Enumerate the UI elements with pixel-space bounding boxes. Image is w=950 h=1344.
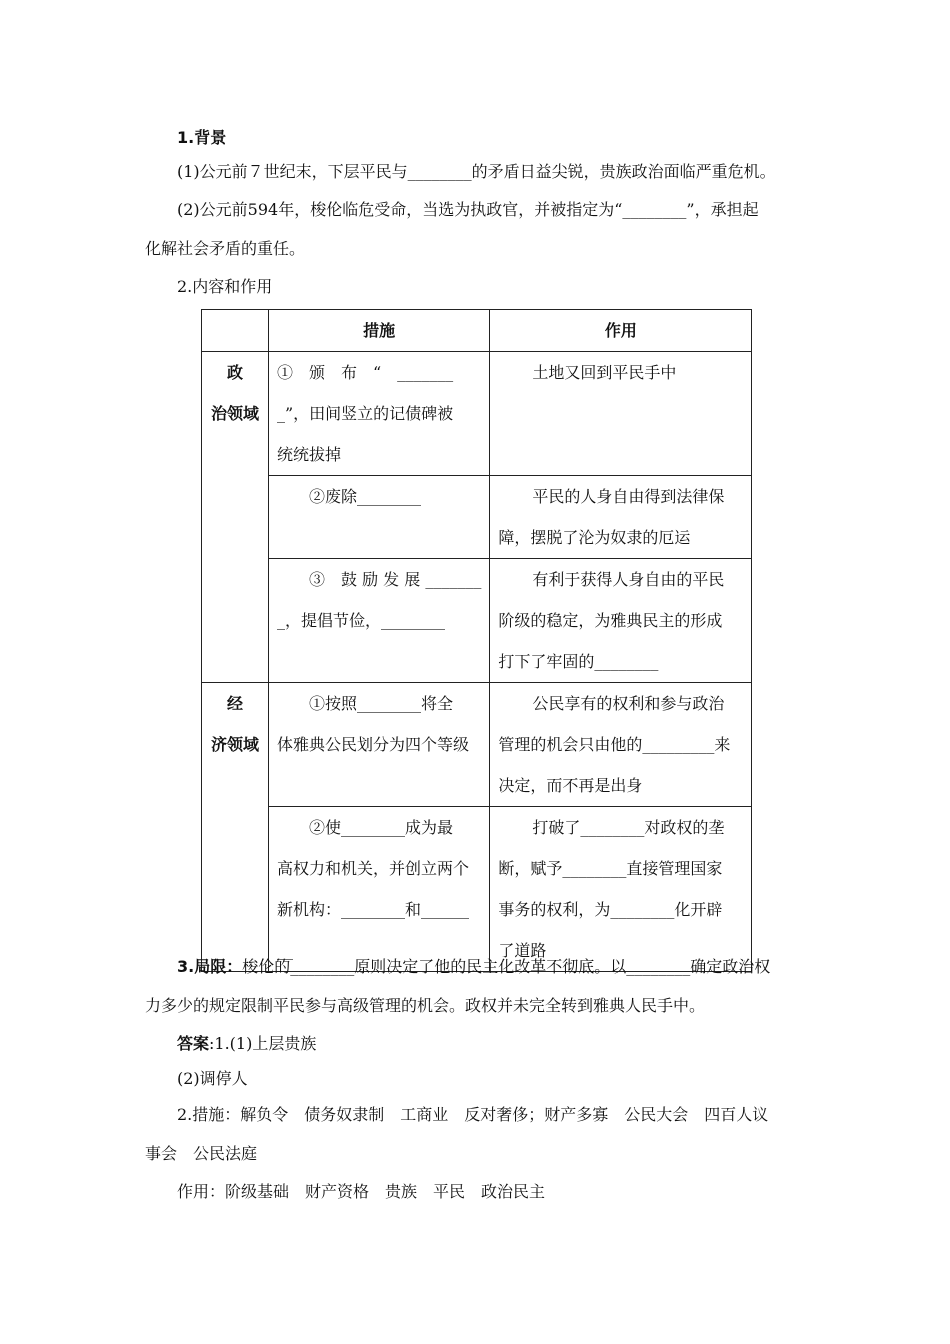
effect-cell — [490, 683, 752, 807]
effect-line: 平民的人身自由得到法律保 — [532, 487, 725, 506]
effect-line: 阶级的稳定，为雅典民主的形成 — [498, 611, 723, 630]
effect-line: 打下了牢固的________ — [498, 652, 659, 671]
measure-line: ①按照________将全 — [309, 694, 454, 713]
area-label-line: 政 — [226, 363, 243, 382]
background-heading: 1.背景 — [177, 128, 227, 147]
measure-line: _，提倡节俭，________ — [277, 611, 446, 630]
measure-cell — [269, 476, 490, 559]
measure-line: __ — [277, 941, 293, 960]
measure-line: 高权力和机关，并创立两个 — [277, 859, 470, 878]
measure-line: ① 颁 布 “ _______ — [277, 363, 454, 382]
measure-line: ②废除________ — [309, 487, 422, 506]
measure-cell — [269, 352, 490, 476]
measure-cell — [269, 807, 490, 972]
effect-cell — [490, 476, 752, 559]
limits-line-2: 力多少的规定限制平民参与高级管理的机会。政权并未完全转到雅典人民手中。 — [145, 996, 706, 1015]
table-row — [202, 352, 752, 476]
measure-line: 新机构：________和______ — [277, 900, 470, 919]
background-item-2-line-2: 化解社会矛盾的重任。 — [145, 239, 306, 258]
table-row — [202, 683, 752, 807]
table-header-corner — [202, 310, 269, 352]
table-row — [202, 807, 752, 972]
measure-line: ②使________成为最 — [309, 818, 454, 837]
measure-cell — [269, 559, 490, 683]
answers-label: 答案 — [177, 1034, 210, 1053]
limits-label: 3.局限： — [177, 957, 243, 976]
measure-line: _”，田间竖立的记债碑被 — [277, 404, 454, 423]
answers-line-1 — [177, 1033, 316, 1055]
area-label-line: 济领域 — [210, 735, 259, 754]
effect-line: 管理的机会只由他的_________来 — [498, 735, 731, 754]
effect-line: 障，摆脱了沦为奴隶的厄运 — [498, 528, 691, 547]
measure-line: 体雅典公民划分为四个等级 — [277, 735, 470, 754]
measure-line: ③ 鼓 励 发 展 _______ — [309, 570, 482, 589]
area-cell-economic — [202, 683, 269, 972]
area-cell-political — [202, 352, 269, 683]
effect-line: 断，赋予________直接管理国家 — [498, 859, 723, 878]
table-row — [202, 476, 752, 559]
effect-line: 决定，而不再是出身 — [498, 776, 643, 795]
content-heading: 2.内容和作用 — [177, 277, 273, 296]
area-label-line: 治领域 — [210, 404, 259, 423]
table-row — [202, 559, 752, 683]
answers-line-4: 事会 公民法庭 — [145, 1144, 258, 1163]
measure-line: 统统拔掉 — [277, 445, 342, 464]
effect-cell — [490, 559, 752, 683]
table-header-measure: 措施 — [269, 310, 490, 352]
effect-line: 土地又回到平民手中 — [532, 363, 677, 382]
effect-line: 事务的权利，为________化开辟 — [498, 900, 723, 919]
answers-text-1: :1.(1)上层贵族 — [209, 1034, 317, 1053]
table-header-row — [202, 310, 752, 352]
effect-line: 了道路 — [498, 941, 547, 960]
effect-line: 公民享有的权利和参与政治 — [532, 694, 725, 713]
measures-table — [201, 309, 752, 972]
area-label-line: 经 — [226, 694, 243, 713]
limits-text-1: 梭伦的________原则决定了他的民主化改革不彻底。以________确定政治权 — [242, 957, 771, 976]
table-header-effect: 作用 — [490, 310, 752, 352]
background-item-1: (1)公元前７世纪末，下层平民与________的矛盾日益尖锐，贵族政治面临严重危机。 — [177, 162, 776, 181]
effect-cell — [490, 352, 752, 476]
answers-line-5: 作用：阶级基础 财产资格 贵族 平民 政治民主 — [177, 1182, 546, 1201]
answers-line-3: 2.措施：解负令 债务奴隶制 工商业 反对奢侈；财产多寡 公民大会 四百人议 — [177, 1105, 769, 1124]
effect-line: 有利于获得人身自由的平民 — [532, 570, 725, 589]
background-item-2-line-1: (2)公元前594年，梭伦临危受命，当选为执政官，并被指定为“________”，承担起 — [177, 200, 759, 219]
effect-cell — [490, 807, 752, 972]
answers-line-2: (2)调停人 — [177, 1069, 248, 1088]
effect-line: 打破了________对政权的垄 — [532, 818, 725, 837]
limits-line-1 — [177, 956, 770, 978]
measure-cell — [269, 683, 490, 807]
